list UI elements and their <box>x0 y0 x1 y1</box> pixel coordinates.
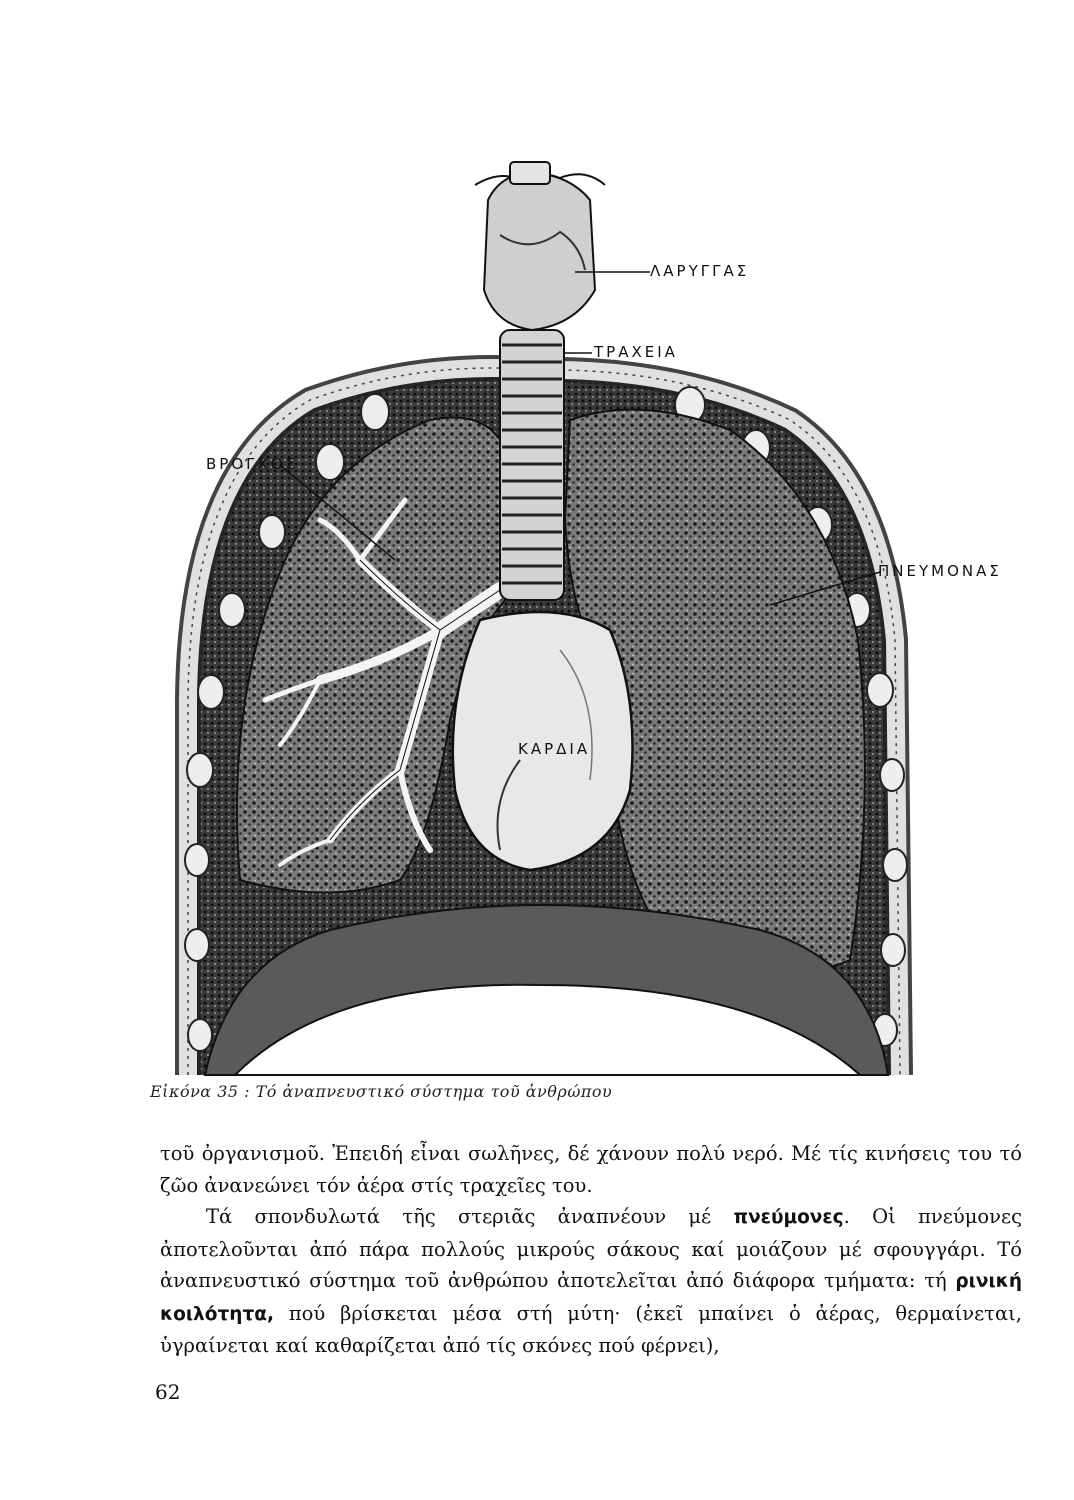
paragraph-2-part-a: Τά σπονδυλωτά τῆς στεριᾶς ἀναπνέουν μέ <box>206 1205 734 1228</box>
label-larynx: ΛΑΡΥΓΓΑΣ <box>650 262 750 280</box>
label-bronchus: ΒΡΟΓΧΟΣ <box>206 455 299 473</box>
label-lung: ΠΝΕΥΜΟΝΑΣ <box>878 562 1002 580</box>
paragraph-2-part-c: . Οἱ πνεύμονες ἀποτελοῦνται ἀπό πάρα πολλούς μικρούς σάκους καί μοιάζουν μέ σφουγγάρι. Τό ἀναπνευστικό σύστημα τοῦ ἀνθρώπου ἀποτελεῖται ἀπό διάφορα τμήματα: τή <box>160 1205 1022 1292</box>
paragraph-1: τοῦ ὀργανισμοῦ. Ἐπειδή εἶναι σωλῆνες, δέ χάνουν πολύ νερό. Μέ τίς κινήσεις του τό ζῶο ἀνανεώνει τόν ἀέρα στίς τραχεῖες του. <box>160 1142 1022 1197</box>
paragraph-2 <box>160 1201 1022 1362</box>
label-trachea: ΤΡΑΧΕΙΑ <box>594 343 678 361</box>
term-lungs: πνεύμονες <box>733 1207 844 1228</box>
figure-caption: Εἰκόνα 35 : Τό ἀναπνευστικό σύστημα τοῦ ἀνθρώπου <box>150 1082 613 1101</box>
body-text <box>160 1138 1022 1362</box>
label-heart: ΚΑΡΔΙΑ <box>518 740 591 758</box>
page-number: 62 <box>155 1380 181 1404</box>
paragraph-2-part-e: πού βρίσκεται μέσα στή μύτη· (ἐκεῖ μπαίνει ὁ ἀέρας, θερμαίνεται, ὑγραίνεται καί καθαρίζεται ἀπό τίς σκόνες πού φέρνει), <box>160 1301 1022 1357</box>
term-nasal-cavity: ρινική κοιλότητα, <box>160 1271 1022 1325</box>
